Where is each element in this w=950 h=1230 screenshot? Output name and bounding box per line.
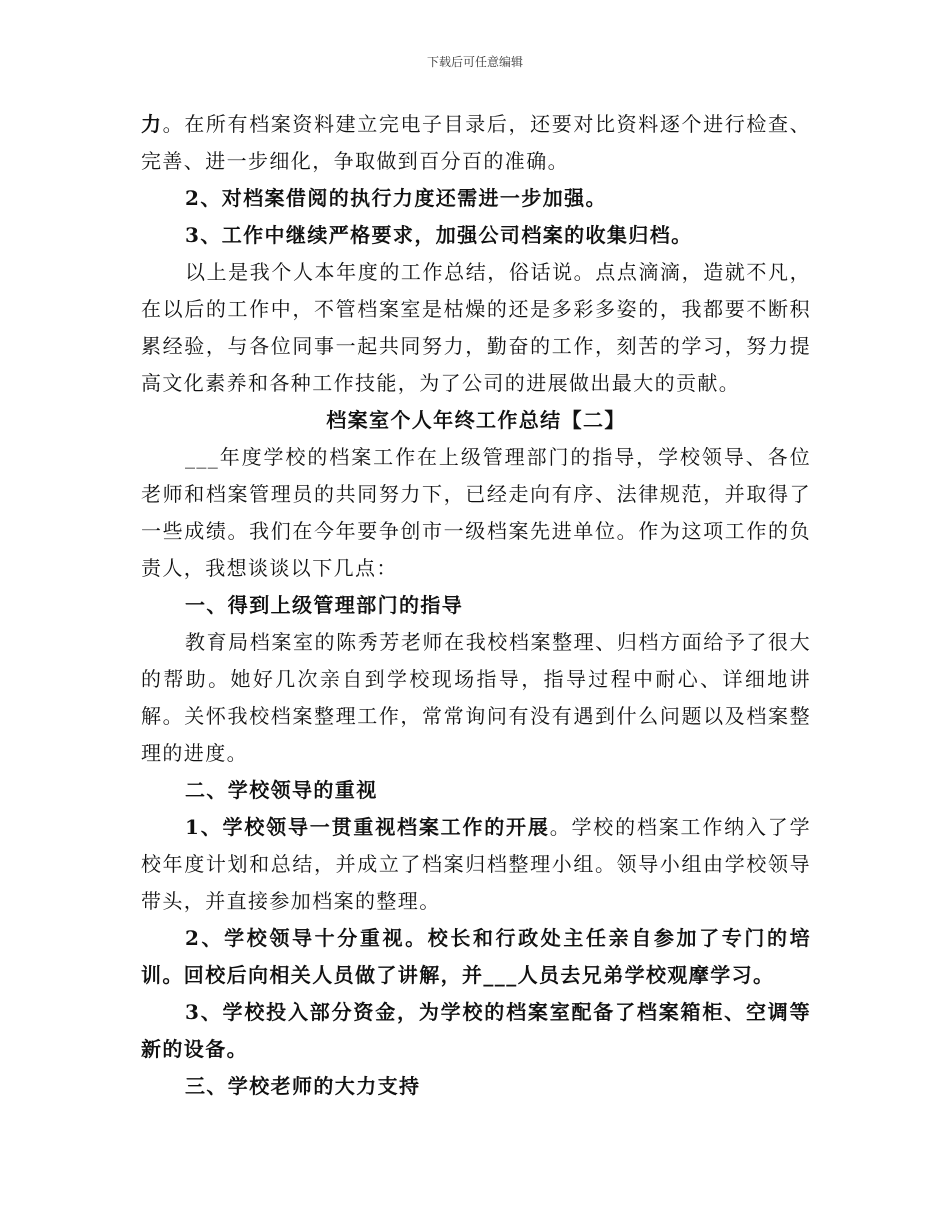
section-heading-2: 二、学校领导的重视 (185, 778, 378, 802)
paragraph-rest: 。在所有档案资料建立完电子目录后，还要对比资料逐个进行检查、完善、进一步细化，争取做到百分百的准确。 (141, 112, 811, 173)
intro-paragraph: ___年度学校的档案工作在上级管理部门的指导，学校领导、各位老师和档案管理员的共同努力下，已经走向有序、法律规范，并取得了一些成绩。我们在今年要争创市一级档案先进单位。作为这项工作的负责人，我想谈谈以下几点： (141, 445, 811, 580)
section-heading-1: 一、得到上级管理部门的指导 (185, 593, 464, 617)
section-2-item-1-lead: 1、学校领导一贯重视档案工作的开展 (185, 815, 550, 839)
section-heading-3: 三、学校老师的大力支持 (185, 1074, 421, 1098)
summary-paragraph: 以上是我个人本年度的工作总结，俗话说。点点滴滴，造就不凡，在以后的工作中，不管档案室是枯燥的还是多彩多姿的，我都要不断积累经验，与各位同事一起共同努力，勤奋的工作，刻苦的学习，努力提高文化素养和各种工作技能，为了公司的进展做出最大的贡献。 (141, 260, 811, 395)
section-2-item-1 (141, 809, 811, 920)
section-title: 档案室个人年终工作总结【二】 (326, 408, 626, 432)
section-2-item-3: 3、学校投入部分资金，为学校的档案室配备了档案箱柜、空调等新的设备。 (141, 1000, 811, 1061)
list-item-3: 3、工作中继续严格要求，加强公司档案的收集归档。 (185, 223, 693, 247)
document-page (141, 106, 811, 1105)
section-2-item-1-rest: 。学校的档案工作纳入了学校年度计划和总结，并成立了档案归档整理小组。领导小组由学校领导带头，并直接参加档案的整理。 (141, 815, 811, 913)
paragraph-lead: 力 (141, 112, 163, 136)
header-note: 下载后可任意编辑 (426, 55, 523, 69)
paragraph-completion (141, 106, 811, 180)
section-2-item-2: 2、学校领导十分重视。校长和行政处主任亲自参加了专门的培训。回校后向相关人员做了讲解，并___人员去兄弟学校观摩学习。 (141, 926, 811, 987)
section-1-body: 教育局档案室的陈秀芳老师在我校档案整理、归档方面给予了很大的帮助。她好几次亲自到学校现场指导，指导过程中耐心、详细地讲解。关怀我校档案整理工作，常常询问有没有遇到什么问题以及档案整理的进度。 (141, 630, 811, 765)
list-item-2: 2、对档案借阅的执行力度还需进一步加强。 (185, 186, 607, 210)
